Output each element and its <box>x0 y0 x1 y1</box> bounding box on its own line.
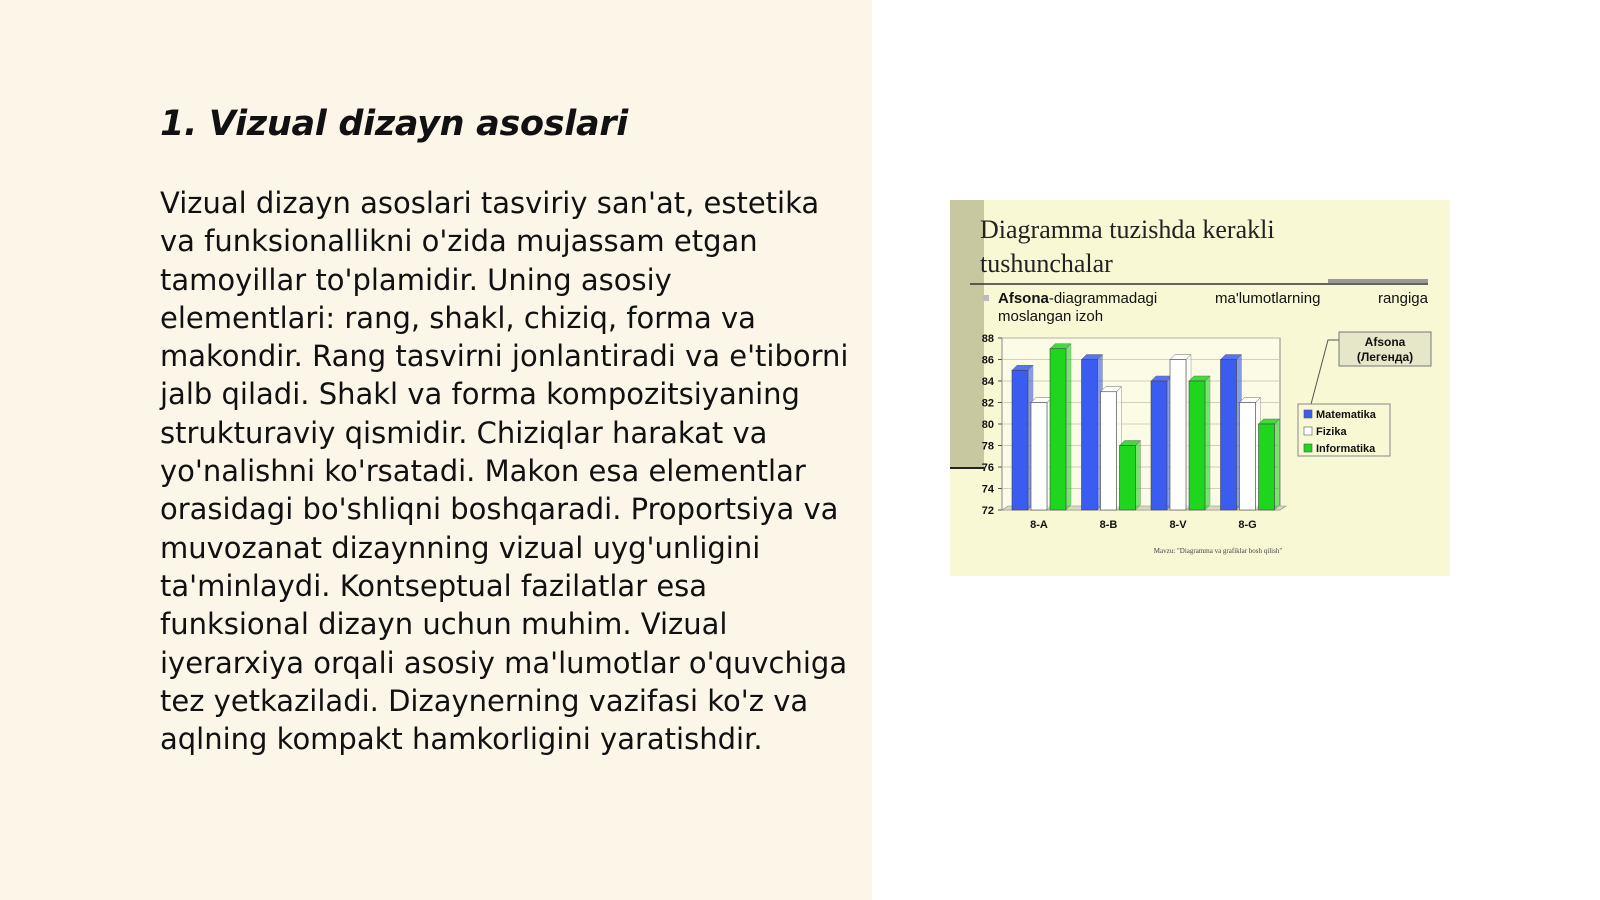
image-title-line2: tushunchalar <box>980 249 1113 278</box>
bar <box>1151 381 1167 510</box>
bar <box>1120 446 1136 511</box>
y-tick-label: 72 <box>981 505 994 517</box>
bar-side <box>1066 344 1071 510</box>
bar <box>1101 392 1117 510</box>
legend-swatch <box>1304 410 1312 418</box>
image-desc-rest: -diagrammadagi <box>1048 290 1158 307</box>
bar-side <box>1275 419 1280 510</box>
bar <box>1082 360 1098 511</box>
chart-image <box>950 200 1450 576</box>
y-tick-label: 84 <box>981 376 994 388</box>
callout-line1: Afsona <box>1364 335 1406 349</box>
callout-line2: (Легенда) <box>1356 350 1414 364</box>
bar <box>1012 370 1028 510</box>
bar-side <box>1205 376 1210 510</box>
y-tick-label: 86 <box>981 354 994 367</box>
bullet-icon <box>983 295 989 301</box>
image-sidebar-strip <box>950 200 984 468</box>
y-tick-label: 88 <box>981 333 994 345</box>
bar <box>1240 403 1256 511</box>
legend-label: Matematika <box>1316 409 1376 421</box>
legend-label: Fizika <box>1316 426 1347 438</box>
chart-legend <box>1298 404 1390 456</box>
image-desc-line1 <box>998 290 1157 307</box>
chart-svg <box>950 200 1450 576</box>
bar-chart <box>982 333 1286 531</box>
y-tick-label: 80 <box>981 419 994 431</box>
x-tick-label: 8-G <box>1238 519 1257 531</box>
bar <box>1259 424 1275 510</box>
legend-swatch <box>1304 444 1312 452</box>
legend-swatch <box>1304 427 1312 435</box>
image-desc-word3: rangiga <box>1377 290 1428 307</box>
bar <box>1050 349 1066 510</box>
legend-label: Informatika <box>1316 443 1376 455</box>
slide-title: 1. Vizual dizayn asoslari <box>160 104 628 144</box>
bar-side <box>1136 441 1141 511</box>
y-tick-label: 76 <box>981 462 994 474</box>
bar <box>1189 381 1205 510</box>
bar <box>1031 403 1047 511</box>
x-tick-label: 8-V <box>1169 519 1187 531</box>
image-footer: Mavzu: "Diagramma va grafiklar bosh qilish" <box>1153 547 1283 555</box>
slide-body-text: Vizual dizayn asoslari tasviriy san'at, estetika va funksionallikni o'zida mujassam etgan tamoyillar to'plamidir. Uning asosiy elementlari: rang, shakl, chiziq, forma va makondir. Rang tasvirni jonlantiradi va e'tiborni jalb qiladi. Shakl va forma kompozitsiyaning strukturaviy qismidir. Chiziqlar harakat va yo'nalishni ko'rsatadi. Makon esa elementlar orasidagi bo'shliqni boshqaradi. Proportsiya va muvozanat dizaynning vizual uyg'unligini ta'minlaydi. Kontseptual fazilatlar esa funksional dizayn uchun muhim. Vizual iyerarxiya orqali asosiy ma'lumotlar o'quvchiga tez yetkaziladi. Dizaynerning vazifasi ko'z va aqlning kompakt hamkorligini yaratishdir. <box>160 186 849 757</box>
y-tick-label: 74 <box>981 483 994 496</box>
y-tick-label: 78 <box>981 440 994 453</box>
y-tick-label: 82 <box>981 397 994 410</box>
x-tick-label: 8-B <box>1099 519 1118 531</box>
bar <box>1221 360 1237 511</box>
image-title-line1: Diagramma tuzishda kerakli <box>980 215 1275 244</box>
image-desc-word2: ma'lumotlarning <box>1215 290 1321 307</box>
x-tick-label: 8-A <box>1030 519 1048 531</box>
image-desc-bold: Afsona <box>998 290 1049 307</box>
bar <box>1170 360 1186 511</box>
image-desc-line2: moslangan izoh <box>998 308 1104 325</box>
